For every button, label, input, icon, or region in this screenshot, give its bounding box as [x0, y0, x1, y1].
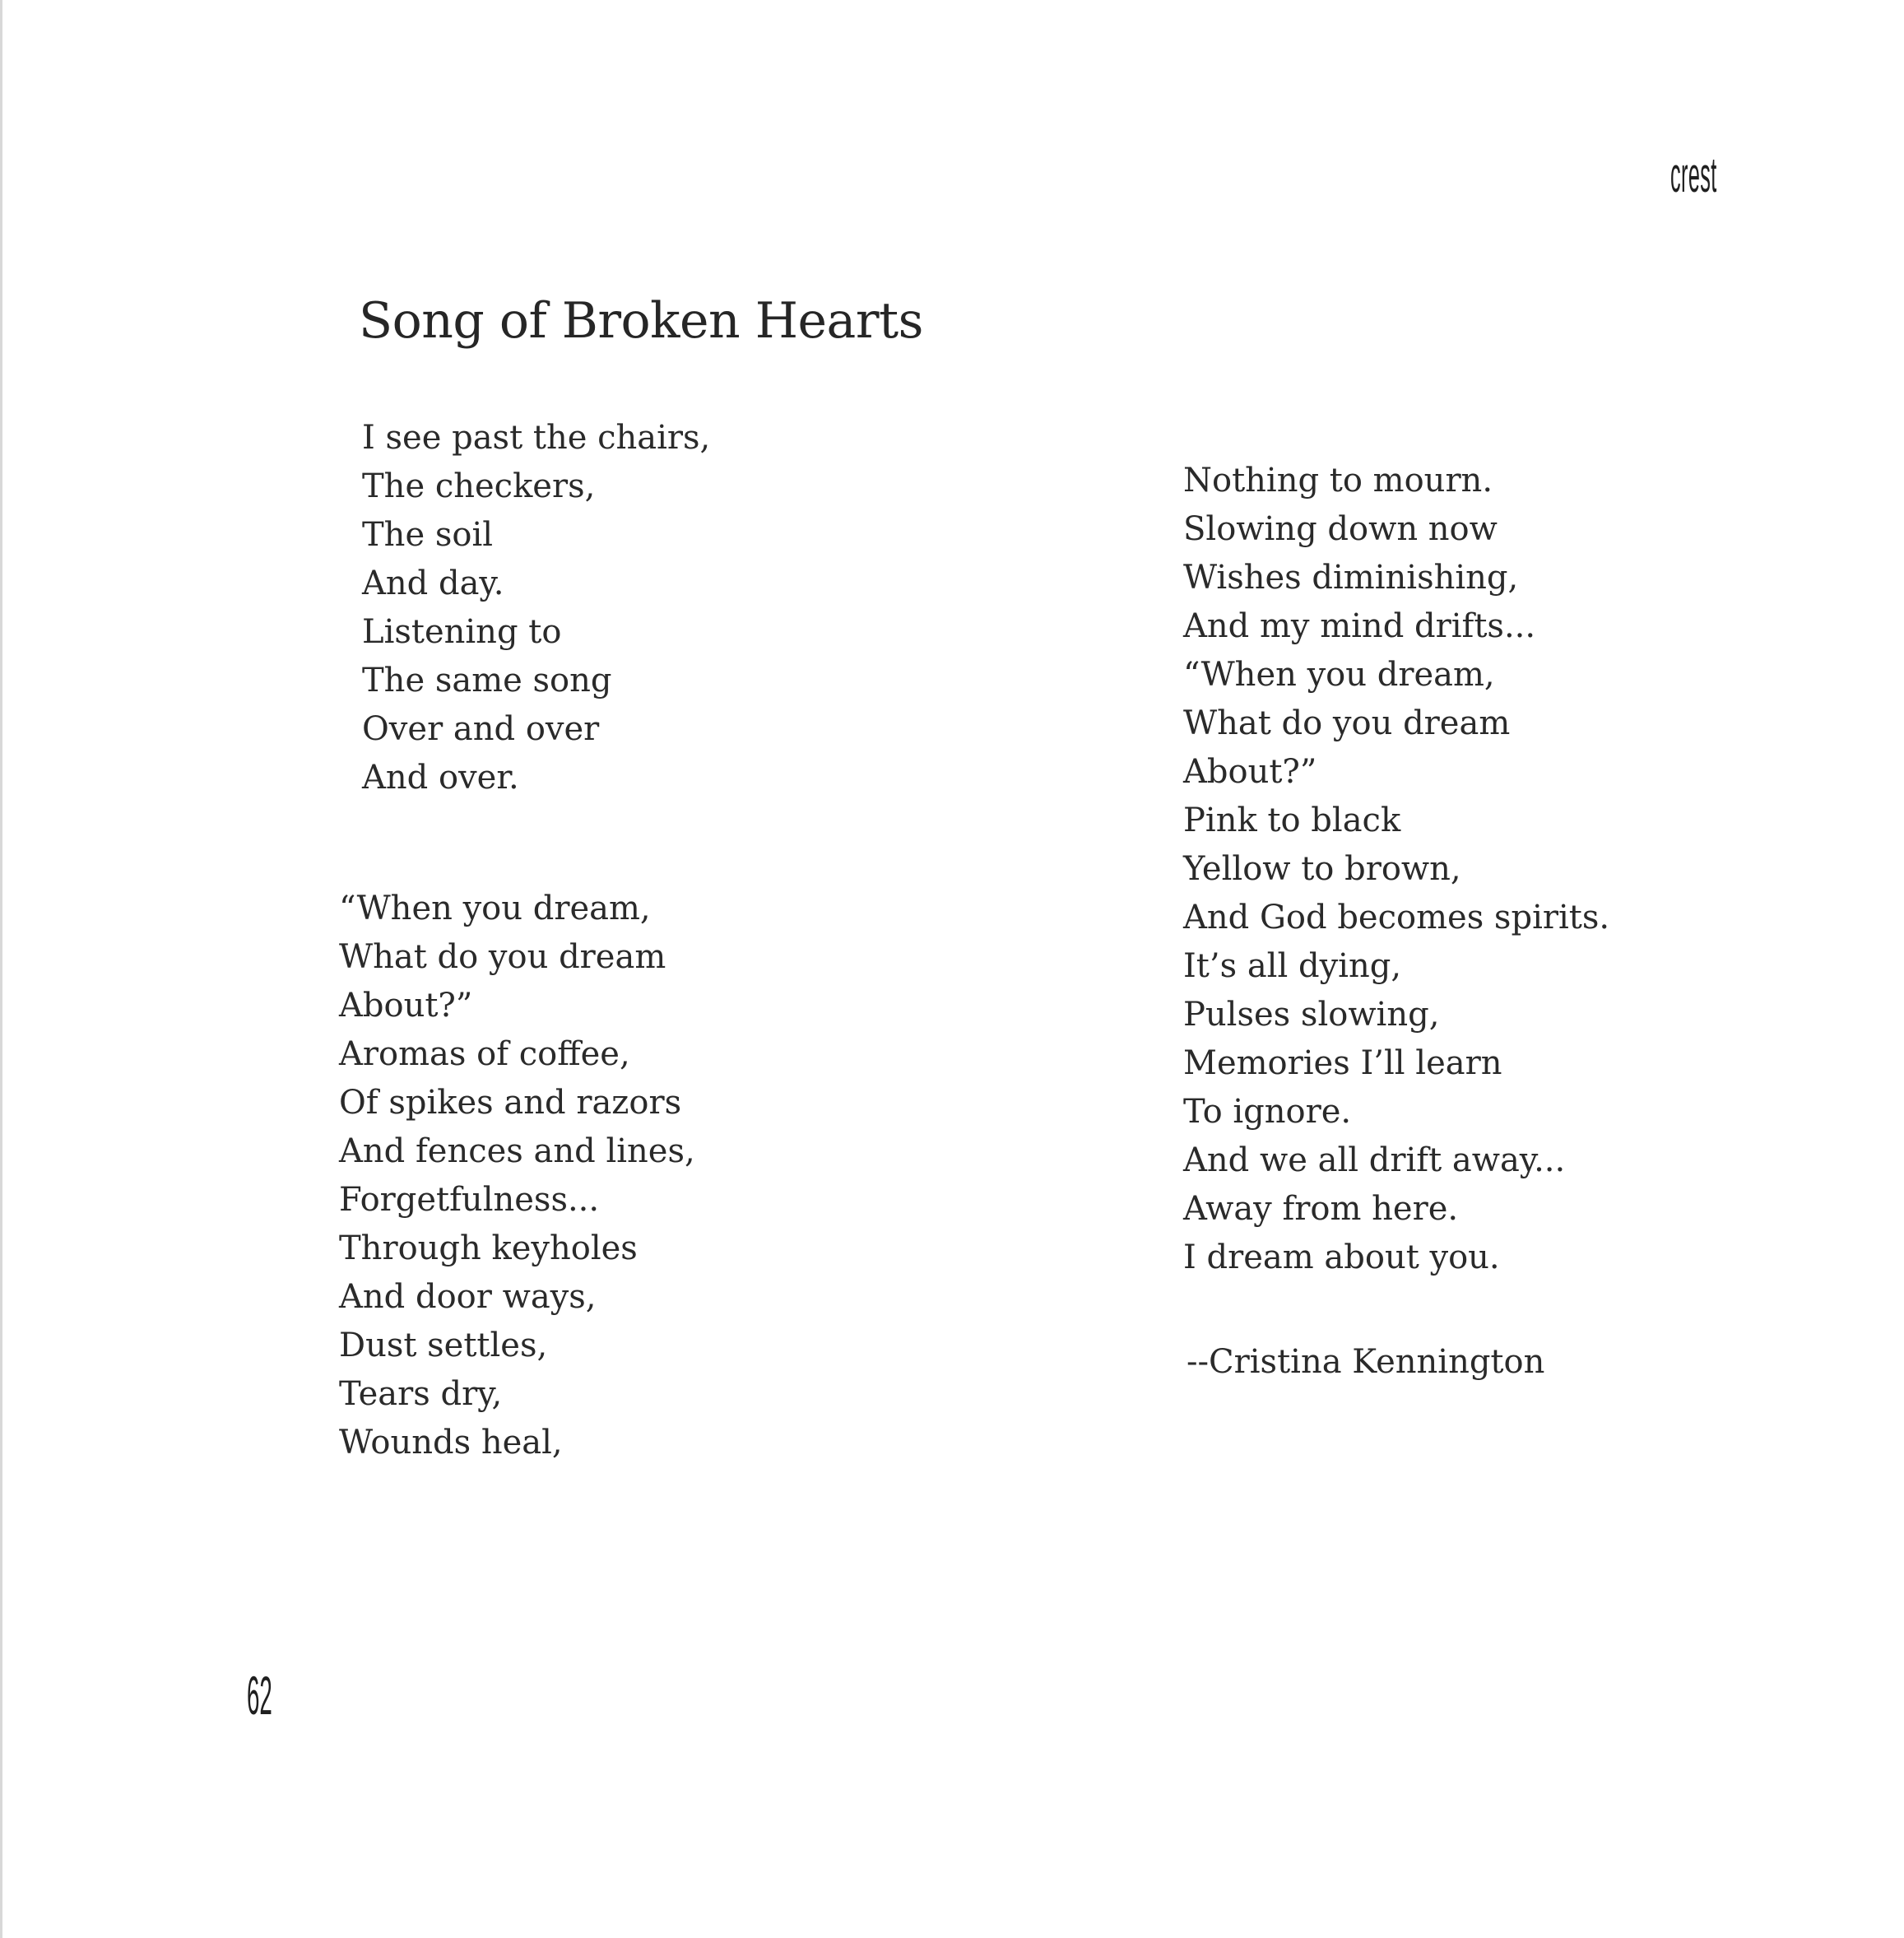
poem-line: Wishes diminishing, — [1183, 559, 1519, 597]
poem-line: Aromas of coffee, — [339, 1035, 630, 1073]
stanza-1 — [362, 414, 710, 802]
poem-line: About?” — [339, 987, 473, 1025]
poem-line: I see past the chairs, — [362, 419, 711, 457]
poem-line: About?” — [1183, 753, 1317, 791]
page-number: 62 — [247, 1665, 272, 1726]
poem-line: And my mind drifts... — [1183, 607, 1536, 645]
poem-line: Listening to — [362, 613, 562, 651]
poem-line: “When you dream, — [1183, 656, 1495, 694]
poem-line: What do you dream — [339, 938, 666, 976]
poem-line: The same song — [362, 662, 612, 699]
poem-line: Of spikes and razors — [339, 1084, 682, 1122]
poem-attribution: --Cristina Kennington — [1187, 1343, 1545, 1381]
poem-line: Dust settles, — [339, 1327, 548, 1364]
poem-line: And fences and lines, — [339, 1132, 695, 1170]
poem-line: And we all drift away... — [1183, 1141, 1566, 1179]
poem-line: And over. — [362, 759, 519, 797]
poem-line: What do you dream — [1183, 704, 1511, 742]
poem-line: Slowing down now — [1183, 510, 1498, 548]
poem-line: The soil — [362, 516, 494, 554]
poem-line: Pulses slowing, — [1183, 996, 1440, 1034]
poem-line: And door ways, — [339, 1278, 597, 1316]
poem-line: Wounds heal, — [339, 1424, 563, 1462]
poem-line: Over and over — [362, 710, 600, 748]
stanza-3 — [1183, 457, 1609, 1282]
poem-line: Nothing to mourn. — [1183, 462, 1493, 500]
poem-line: “When you dream, — [339, 890, 651, 927]
poem-line: And day. — [362, 565, 504, 602]
running-head: crest — [1670, 147, 1717, 202]
stanza-2 — [339, 885, 695, 1467]
poem-line: Forgetfulness... — [339, 1181, 600, 1219]
page-edge — [0, 0, 2, 1938]
poem-line: I dream about you. — [1183, 1239, 1500, 1276]
poem-line: Through keyholes — [339, 1229, 638, 1267]
poem-line: Memories I’ll learn — [1183, 1044, 1502, 1082]
poem-title: Song of Broken Hearts — [359, 292, 923, 350]
poem-line: Away from here. — [1183, 1190, 1459, 1228]
poem-line: It’s all dying, — [1183, 947, 1402, 985]
poem-line: The checkers, — [362, 467, 596, 505]
poem-line: And God becomes spirits. — [1183, 899, 1610, 936]
poem-line: Pink to black — [1183, 802, 1401, 839]
poem-line: Tears dry, — [339, 1375, 503, 1413]
poem-line: Yellow to brown, — [1183, 850, 1461, 888]
poem-line: To ignore. — [1183, 1093, 1352, 1131]
